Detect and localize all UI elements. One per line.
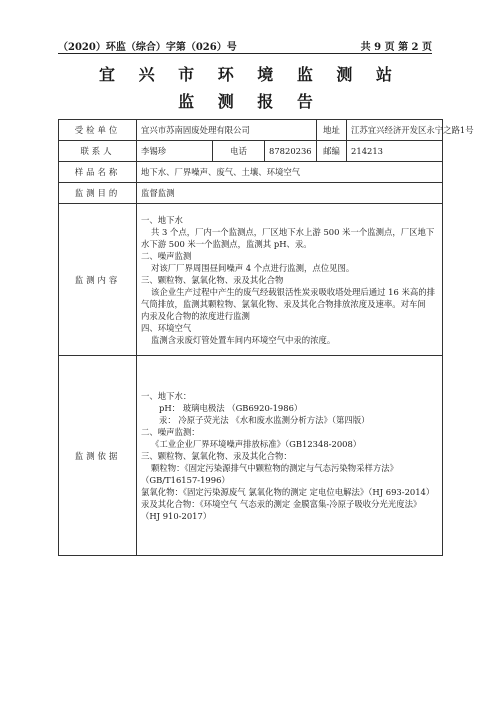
report-title: 监 测 报 告 — [178, 92, 322, 111]
content-line: 共 3 个点，厂内一个监测点，厂区地下水上游 500 米一个监测点，厂区地下 — [151, 226, 435, 237]
basis-line: 颗粒物：《固定污染源排气中颗粒物的测定与气态污染物采样方法》 — [151, 462, 399, 473]
content-line: 内汞及化合物的浓度进行监测 — [141, 310, 250, 321]
client-label: 受检单位 — [59, 120, 137, 141]
purpose-value: 监督监测 — [137, 183, 443, 204]
content-line: 该企业生产过程中产生的废气经载银活性炭汞吸收塔处理后通过 16 米高的排 — [151, 286, 435, 297]
basis-line: 《工业企业厂界环境噪声排放标准》（GB12348-2008） — [151, 438, 362, 449]
sample-label: 样品名称 — [59, 162, 137, 183]
page-info: 共 9 页 第 2 页 — [360, 42, 432, 53]
client-value: 宜兴市苏南固废处理有限公司 — [137, 120, 317, 141]
phone-value: 87820236 — [265, 141, 317, 162]
content-row — [59, 204, 443, 356]
postcode-label: 邮编 — [317, 141, 347, 162]
basis-line: pH： 玻璃电极法 （GB6920-1986） — [159, 402, 303, 413]
content-line: 水下游 500 米一个监测点，监测其 pH、汞。 — [141, 238, 312, 249]
basis-label: 监测依据 — [59, 356, 137, 556]
basis-line: 一、地下水： — [141, 390, 192, 401]
contact-row — [59, 141, 443, 162]
content-line: 对该厂厂界周围昼间噪声 4 个点进行监测，点位见图。 — [151, 262, 355, 273]
postcode-value: 214213 — [347, 141, 443, 162]
content-body — [137, 204, 443, 356]
basis-line: 三、颗粒物、氯氧化物、汞及其化合物： — [141, 450, 292, 461]
report-table — [58, 119, 474, 556]
address-value: 江苏宜兴经济开发区永宁之路1号 — [347, 120, 443, 141]
basis-line: （HJ 910-2017） — [141, 510, 212, 521]
basis-line: 二、噪声监测： — [141, 426, 200, 437]
content-line: 二、噪声监测 — [141, 250, 192, 261]
header-divider — [58, 53, 432, 54]
purpose-label: 监测目的 — [59, 183, 137, 204]
content-line: 气筒排放，监测其颗粒物、氯氧化物、汞及其化合物排放浓度及速率。对车间 — [141, 298, 426, 309]
content-line: 一、地下水 — [141, 214, 183, 225]
basis-line: （GB/T16157-1996） — [141, 474, 230, 485]
content-line: 四、环境空气 — [141, 322, 192, 333]
sample-value: 地下水、厂界噪声、废气、土壤、环境空气 — [137, 162, 443, 183]
address-label: 地址 — [317, 120, 347, 141]
content-label: 监测内容 — [59, 204, 137, 356]
client-row — [59, 120, 443, 141]
basis-line: 氯氧化物：《固定污染源废气 氯氧化物的测定 定电位电解法》（HJ 693-2014） — [141, 486, 435, 497]
station-title: 宜 兴 市 环 境 监 测 站 — [99, 65, 401, 84]
document-number: （2020）环监（综合）字第（026）号 — [58, 42, 237, 53]
content-line: 三、颗粒物、氯氧化物、汞及其化合物 — [141, 274, 284, 285]
content-line: 监测含汞废灯管处置车间内环境空气中汞的浓度。 — [151, 334, 336, 345]
sample-row — [59, 162, 443, 183]
contact-value: 李锡珍 — [137, 141, 213, 162]
contact-label: 联系人 — [59, 141, 137, 162]
basis-body — [137, 356, 443, 556]
phone-label: 电话 — [213, 141, 265, 162]
basis-line: 汞及其化合物：《环境空气 气态汞的测定 金膜富集-冷原子吸收分光光度法》 — [141, 498, 422, 509]
basis-line: 汞： 冷原子荧光法 《水和废水监测分析方法》（第四版） — [159, 414, 370, 425]
purpose-row — [59, 183, 443, 204]
basis-row — [59, 356, 443, 556]
